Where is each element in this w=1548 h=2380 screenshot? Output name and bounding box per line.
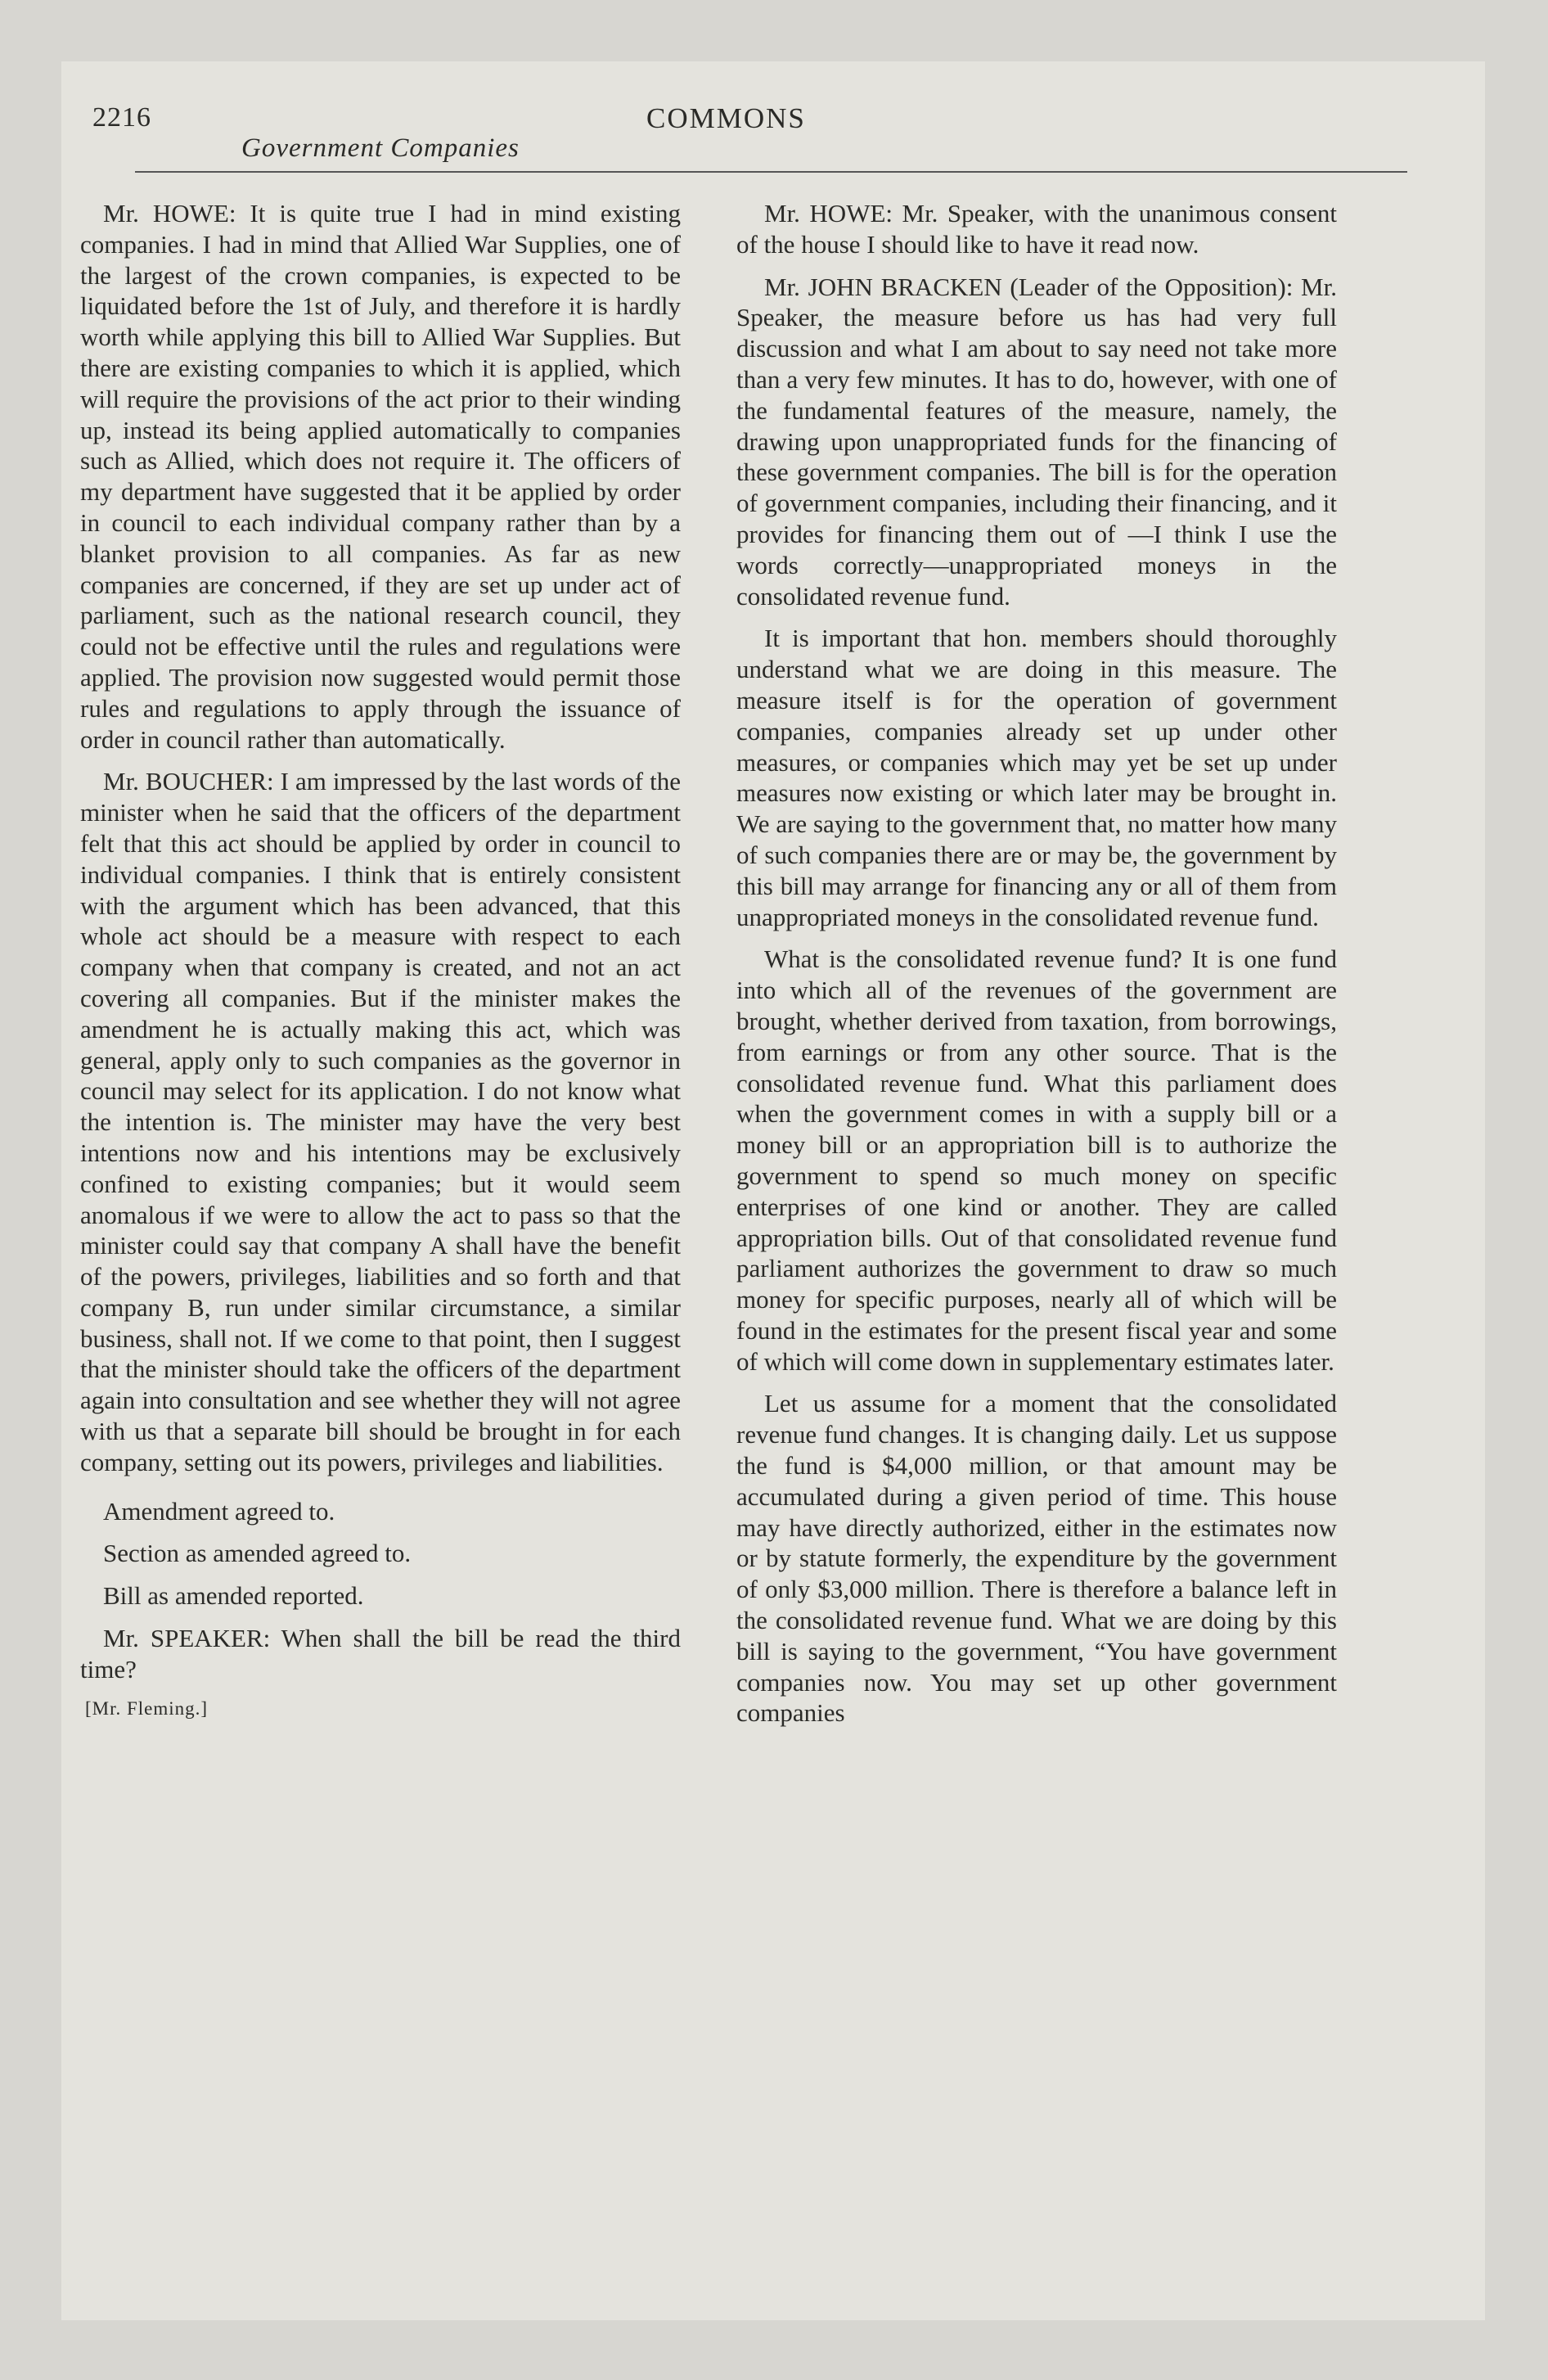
chamber-heading: COMMONS xyxy=(646,102,806,134)
header-rule xyxy=(135,171,1407,173)
left-column xyxy=(80,198,681,1724)
paragraph-understand-measure: It is important that hon. members should thoroughly understand what we are doing in this measure. The measure itself is for the operation of government companies, companies already set up under other measures, or companies which may yet be set up under measures now existing or which later may be brought in. We are saying to the government that, no matter how many of such companies there are or may be, the government by this bill may arrange for financing any or all of them from unappropriated moneys in the consolidated revenue fund. xyxy=(736,624,1337,931)
paragraph-howe-consent: Mr. HOWE: Mr. Speaker, with the unanimous consent of the house I should like to have it read now. xyxy=(736,199,1337,259)
paragraph-bracken: Mr. JOHN BRACKEN (Leader of the Opposition): Mr. Speaker, the measure before us has had very full discussion and what I am about to say need not take more than a very few minutes. It has to do, however, with one of the fundamental features of the measure, namely, the drawing upon unappropriated funds for the financing of these government companies. The bill is for the operation of government companies, including their financing, and it provides for financing them out of —I think I use the words correctly—unappropriated moneys in the consolidated revenue fund. xyxy=(736,272,1337,611)
running-title: Government Companies xyxy=(241,133,520,163)
paragraph-boucher: Mr. BOUCHER: I am impressed by the last words of the minister when he said that the officers of the department felt that this act should be applied by order in council to individual companies. I think that is entirely consistent with the argument which has been advanced, that this whole act should be a measure with respect to each company when that company is created, and not an act covering all companies. But if the minister makes the amendment he is actually making this act, which was general, apply only to such companies as the governor in council may select for its application. I do not know what the intention is. The minister may have the very best intentions now and his intentions may be exclusively confined to existing companies; but it would seem anomalous if we were to allow the act to pass so that the minister could say that company A shall have the benefit of the powers, privileges, liabilities and so forth and that company B, run under similar circumstance, a similar business, shall not. If we come to that point, then I suggest that the minister should take the officers of the department again into consultation and see whether they will not agree with us that a separate bill should be brought in for each company, setting out its powers, privileges and liabilities. xyxy=(80,767,681,1476)
motion-section-agreed: Section as amended agreed to. xyxy=(103,1539,412,1568)
paragraph-consolidated-fund: What is the consolidated revenue fund? It is one fund into which all of the revenues of the government are brought, whether derived from taxation, from borrowings, from earnings or from any other source. That is the consolidated revenue fund. What this parliament does when the government comes in with a supply bill or a money bill or an appropriation bill is to authorize the government to spend so much money on specific enterprises of one kind or another. They are called appropriation bills. Out of that consolidated revenue fund parliament authorizes the government to draw so much money for specific purposes, nearly all of which will be found in the estimates for the present fiscal year and some of which will come down in supplementary estimates later. xyxy=(736,944,1337,1376)
paragraph-speaker-question: Mr. SPEAKER: When shall the bill be read the third time? xyxy=(80,1624,681,1684)
page-header xyxy=(61,61,1485,209)
motion-amendment-agreed: Amendment agreed to. xyxy=(103,1496,335,1526)
page-number: 2216 xyxy=(92,102,151,133)
paragraph-howe-reply: Mr. HOWE: It is quite true I had in mind existing companies. I had in mind that Allied War Supplies, one of the largest of the crown companies, is expected to be liquidated before the 1st of July, and therefore it is hardly worth while applying this bill to Allied War Supplies. But there are existing companies to which it is applied, which will require the provisions of the act prior to their winding up, instead its being applied automatically to companies such as Allied, which does not require it. The officers of my department have suggested that it be applied by order in council to each individual company rather than by a blanket provision to all companies. As far as new companies are concerned, if they are set up under act of parliament, such as the national research council, they could not be effective until the rules and regulations were applied. The provision now suggested would permit those rules and regulations to apply through the issuance of order in council rather than automatically. xyxy=(80,199,681,754)
right-column xyxy=(736,198,1337,1729)
page xyxy=(61,61,1485,2320)
paragraph-assume-fund-changes: Let us assume for a moment that the consolidated revenue fund changes. It is changing daily. Let us suppose the fund is $4,000 million, or that amount may be accumulated during a given period of time. This house may have directly authorized, either in the estimates now or by statute formerly, the expenditure by the government of only $3,000 million. There is therefore a balance left in the consolidated revenue fund. What we are doing by this bill is saying to the government, “You have government companies now. You may set up other government companies xyxy=(736,1389,1337,1728)
speaker-attribution: [Mr. Fleming.] xyxy=(85,1697,209,1719)
motion-bill-reported: Bill as amended reported. xyxy=(103,1581,364,1611)
